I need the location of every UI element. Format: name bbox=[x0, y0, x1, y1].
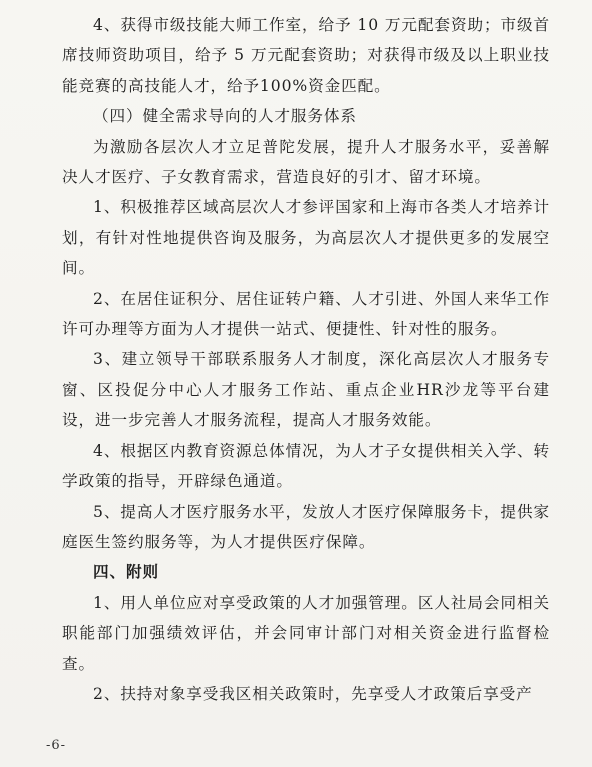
paragraph-item-1-recommend: 1、积极推荐区域高层次人才参评国家和上海市各类人才培养计划，有针对性地提供咨询及服务，为高层次人才提供更多的发展空间。 bbox=[62, 198, 550, 278]
document-body bbox=[62, 10, 550, 709]
paragraph-item-2-one-stop: 2、在居住证积分、居住证转户籍、人才引进、外国人来华工作许可办理等方面为人才提供一站式、便捷性、针对性的服务。 bbox=[62, 289, 550, 339]
paragraph-appendix-1-management: 1、用人单位应对享受政策的人才加强管理。区人社局会同相关职能部门加强绩效评估，并会同审计部门对相关资金进行监督检查。 bbox=[62, 593, 550, 673]
section-heading-appendix: 四、附则 bbox=[93, 562, 159, 582]
paragraph-skill-master-studio: 4、获得市级技能大师工作室，给予 10 万元配套资助；市级首席技师资助项目，给予 5 万元配套资助；对获得市级及以上职业技能竞赛的高技能人才，给予100%资金匹配。 bbox=[62, 16, 550, 95]
subsection-heading-talent-service: （四）健全需求导向的人才服务体系 bbox=[93, 107, 357, 126]
paragraph-item-4-education: 4、根据区内教育资源总体情况，为人才子女提供相关入学、转学政策的指导，开辟绿色通道。 bbox=[62, 441, 550, 491]
page-number: -6- bbox=[46, 738, 67, 753]
paragraph-item-3-leadership-contact: 3、建立领导干部联系服务人才制度，深化高层次人才服务专窗、区投促分中心人才服务工作站、重点企业HR沙龙等平台建设，进一步完善人才服务流程，提高人才服务效能。 bbox=[62, 350, 550, 430]
paragraph-appendix-2-support: 2、扶持对象享受我区相关政策时，先享受人才政策后享受产 bbox=[93, 684, 533, 703]
paragraph-service-intro: 为激励各层次人才立足普陀发展，提升人才服务水平，妥善解决人才医疗、子女教育需求，营造良好的引才、留才环境。 bbox=[62, 137, 550, 187]
paragraph-item-5-medical: 5、提高人才医疗服务水平，发放人才医疗保障服务卡，提供家庭医生签约服务等，为人才提供医疗保障。 bbox=[62, 502, 550, 551]
